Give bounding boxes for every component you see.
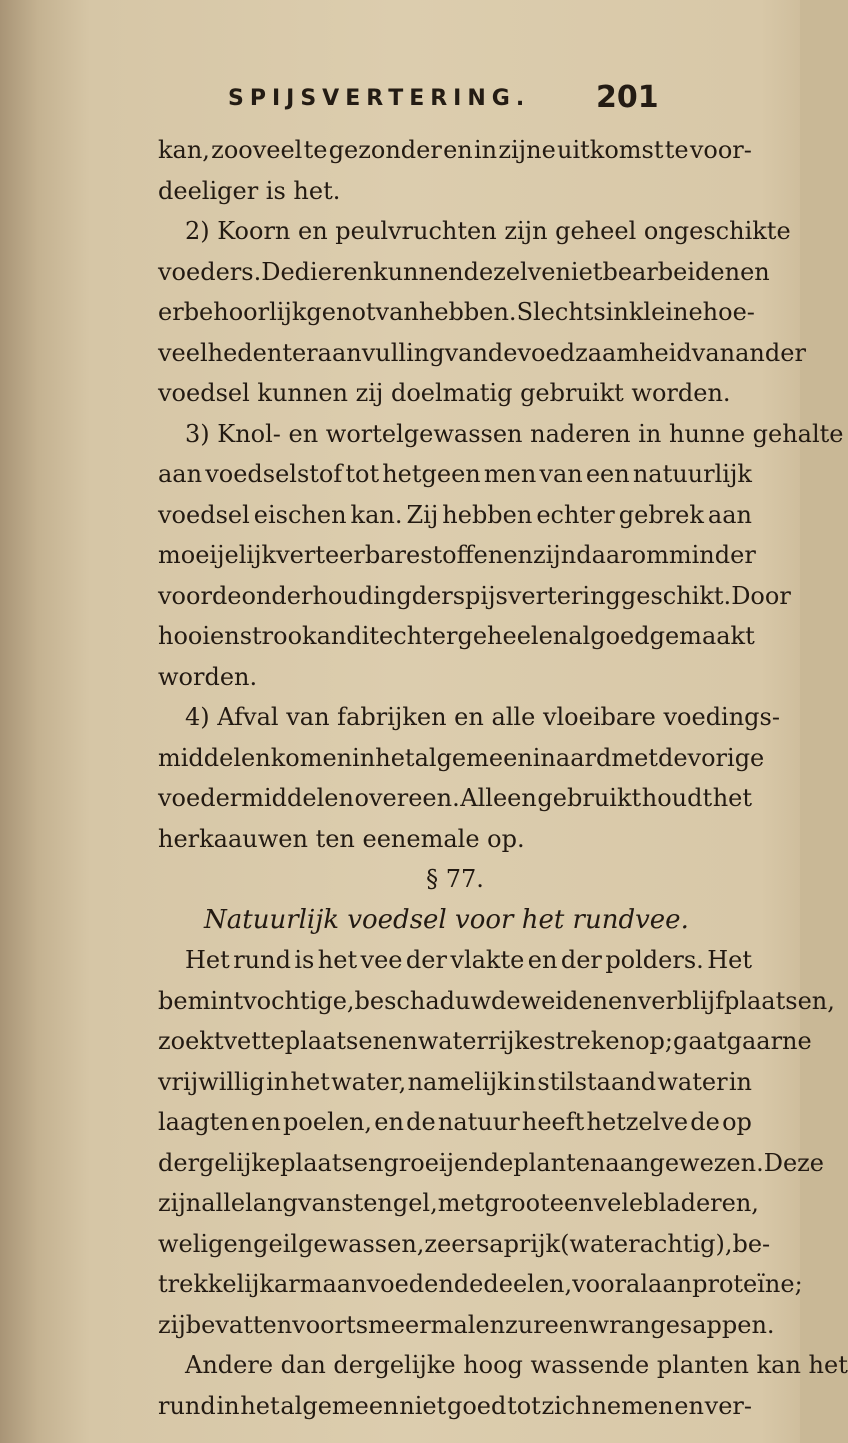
text-line: dergelijke plaatsen groeijende planten aangewezen. Deze [158, 1148, 825, 1177]
text-line: hooi en stroo kan dit echter geheel en al goedgemaakt [158, 622, 755, 650]
text-line: veelheden ter aanvulling van de voedzaamheid van ander [158, 338, 806, 367]
text-line: moeijelijk verteerbare stoffen en zijn daarom minder [158, 541, 756, 569]
text-line: zij bevatten voorts meermalen zure en wrange sappen. [158, 1310, 775, 1339]
text-line: vrijwillig in het water, namelijk in stilstaand water in [158, 1067, 752, 1096]
text-line: rund in het algemeen niet goed tot zich nemen en ver- [158, 1391, 752, 1420]
text-line: 4) Afval van fabrijken en alle vloeibare voedings- [185, 703, 780, 731]
page-number: 201 [596, 80, 659, 115]
text-line: worden. [158, 662, 258, 691]
text-line: bemint vochtige, beschaduwde weiden en verblijfplaatsen, [158, 986, 835, 1015]
text-line: voedsel eischen kan. Zij hebben echter gebrek aan [158, 500, 752, 529]
text-line: zijn alle lang van stengel, met groote en vele bladeren, [158, 1189, 759, 1217]
text-line: welig en geil gewassen, zeer saprijk (waterachtig), be- [158, 1229, 771, 1258]
text-line: voedsel kunnen zij doelmatig gebruikt worden. [158, 379, 731, 407]
section-heading: Natuurlijk voedsel voor het rundvee. [204, 904, 689, 935]
text-line: voor de onderhouding der spijsvertering geschikt. Door [158, 581, 791, 610]
text-line: voeders. De dieren kunnen dezelve niet bearbeiden en [158, 257, 770, 286]
text-line: middelen komen in het algemeen in aard met de vorige [158, 743, 765, 772]
text-line: Het rund is het vee der vlakte en der polders. Het [185, 946, 752, 974]
text-line: 3) Knol- en wortelgewassen naderen in hunne gehalte [185, 419, 844, 448]
running-title: SPIJSVERTERING. [228, 86, 531, 111]
section-number: § 77. [426, 865, 484, 893]
text-line: zoekt vette plaatsen en waterrijke streken op; gaat gaarne [158, 1027, 812, 1055]
text-line: er behoorlijk genot van hebben. Slechts in kleine hoe- [158, 298, 755, 326]
text-line: kan, zooveel te gezonder en in zijne uitkomst te voor- [158, 136, 752, 164]
text-line: trekkelijk arm aan voedende deelen, vooral aan proteïne; [158, 1270, 803, 1298]
text-line: voedermiddelen overeen. Alleen gebruikt houdt het [158, 784, 752, 812]
text-line: 2) Koorn en peulvruchten zijn geheel ongeschikte [185, 217, 791, 245]
text-line: herkaauwen ten eenemale op. [158, 824, 525, 853]
text-line: deeliger is het. [158, 176, 341, 205]
running-head [0, 80, 800, 130]
text-line: laagten en poelen, en de natuur heeft hetzelve de op [158, 1108, 752, 1136]
text-line: aan voedselstof tot hetgeen men van een natuurlijk [158, 460, 752, 488]
text-line: Andere dan dergelijke hoog wassende planten kan het [185, 1351, 848, 1379]
